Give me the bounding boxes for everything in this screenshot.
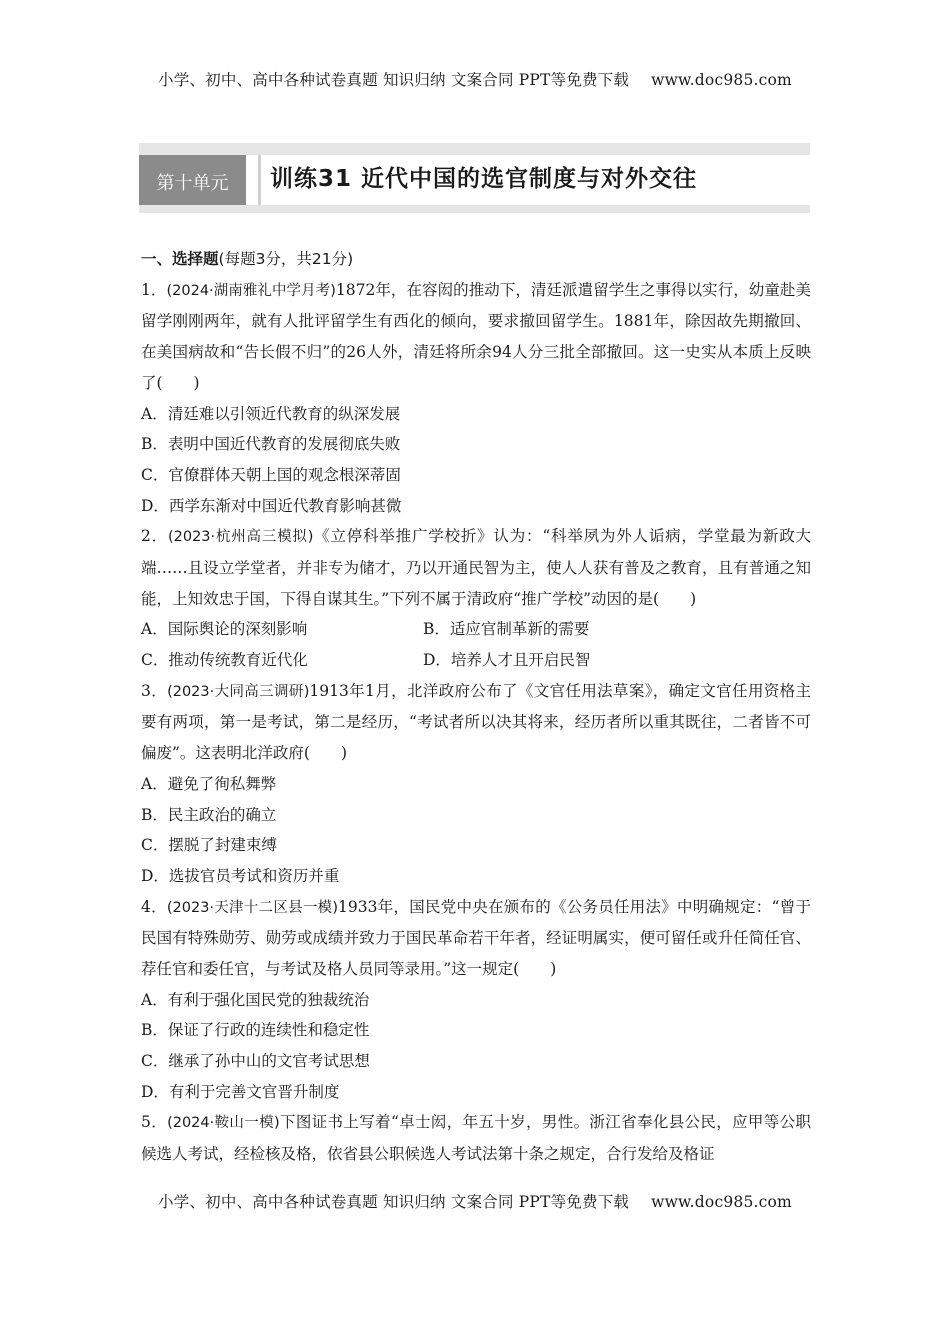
question-source: (2024·鞍山一模) — [167, 1115, 280, 1132]
question-number: 4． — [141, 897, 167, 916]
footer-site-link[interactable]: www.doc985.com — [651, 1193, 792, 1211]
question-3 — [141, 676, 811, 769]
option-d[interactable]: D．有利于完善文官晋升制度 — [141, 1082, 340, 1101]
option-b[interactable]: B．表明中国近代教育的发展彻底失败 — [141, 435, 401, 454]
option-a[interactable]: A．有利于强化国民党的独裁统治 — [141, 990, 370, 1009]
option-b[interactable]: B．民主政治的确立 — [141, 805, 277, 824]
option-d[interactable]: D．西学东渐对中国近代教育影响甚微 — [141, 496, 402, 515]
question-stem: 下图证书上写着“卓士闳，年五十岁，男性。浙江省奉化县公民，应甲等公职候选人考试，经检核及格，依省县公职候选人考试法第十条之规定，合行发给及格证 — [141, 1113, 811, 1164]
page-footer — [0, 1190, 950, 1212]
option-b[interactable]: B．保证了行政的连续性和稳定性 — [141, 1021, 370, 1040]
banner-top-band — [139, 143, 810, 155]
question-source: (2024·湖南雅礼中学月考) — [166, 282, 336, 299]
option-a[interactable]: A．清廷难以引领近代教育的纵深发展 — [141, 404, 401, 423]
footer-text: 小学、初中、高中各种试卷真题 知识归纳 文案合同 PPT等免费下载 — [158, 1193, 630, 1211]
header-site-link[interactable]: www.doc985.com — [651, 71, 792, 89]
question-stem: 《立停科举推广学校折》认为：“科举夙为外人诟病，学堂最为新政大端……且设立学堂者，并非专为储才，乃以开通民智为主，使人人获有普及之教育，且有普通之知能，上知效忠于国，下得自谋其生。”下列不属于清政府“推广学校”动因的是( ) — [141, 527, 811, 608]
option-c[interactable]: C．继承了孙中山的文官考试思想 — [141, 1052, 370, 1071]
option-c[interactable]: C．推动传统教育近代化 — [141, 651, 308, 670]
option-c[interactable]: C．官僚群体天朝上国的观念根深蒂固 — [141, 465, 401, 484]
question-2 — [141, 521, 811, 614]
question-number: 1． — [141, 280, 167, 299]
question-number: 5． — [141, 1113, 168, 1132]
question-stem: 1913年1月，北洋政府公布了《文官任用法草案》，确定文官任用资格主要有两项，第一是考试，第二是经历，“考试者所以决其将来，经历者所以重其既往，二者皆不可偏废”。这表明北洋政府( ) — [141, 681, 812, 763]
option-b[interactable]: B．适应官制革新的需要 — [423, 620, 590, 639]
option-a[interactable]: A．避免了徇私舞弊 — [141, 774, 277, 793]
option-c[interactable]: C．摆脱了封建束缚 — [141, 836, 277, 855]
question-1 — [141, 275, 811, 399]
question-stem: 1933年，国民党中央在颁布的《公务员任用法》中明确规定：“曾于民国有特殊勋劳、勋劳或成绩并致力于国民革命若干年者，经证明属实，便可留任或升任简任官、荐任官和委任官，与考试及格人员同等录用。”这一规定( ) — [141, 897, 811, 978]
question-number: 3． — [141, 681, 168, 700]
option-a[interactable]: A．国际舆论的深刻影响 — [141, 620, 308, 639]
option-d[interactable]: D．培养人才且开启民智 — [423, 651, 591, 670]
option-row — [141, 645, 811, 676]
page-header — [0, 68, 950, 90]
section-heading — [141, 244, 811, 275]
page-title: 训练31 近代中国的选官制度与对外交往 — [270, 166, 698, 192]
exercise-content — [141, 244, 811, 1170]
section-title: 一、选择题 — [141, 250, 219, 268]
question-source: (2023·杭州高三模拟) — [167, 529, 314, 546]
question-source: (2023·大同高三调研) — [167, 683, 310, 700]
question-5 — [141, 1107, 811, 1169]
header-text: 小学、初中、高中各种试卷真题 知识归纳 文案合同 PPT等免费下载 — [158, 71, 630, 89]
question-number: 2． — [141, 527, 168, 546]
option-row — [141, 614, 811, 645]
section-note: (每题3分，共21分) — [218, 250, 354, 268]
banner-bottom-band — [139, 205, 810, 213]
question-source: (2023·天津十二区县一模) — [166, 899, 338, 916]
question-4 — [141, 892, 811, 985]
option-d[interactable]: D．选拔官员考试和资历并重 — [141, 866, 340, 885]
question-stem: 1872年，在容闳的推动下，清廷派遣留学生之事得以实行，幼童赴美留学刚刚两年，就有人批评留学生有西化的倾向，要求撤回留学生。1881年，除因故先期撤回、在美国病故和“告长假不归”的26人外，清廷将所余94人分三批全部撤回。这一史实从本质上反映了( ) — [141, 280, 811, 392]
unit-label: 第十单元 — [139, 155, 246, 213]
unit-banner — [139, 143, 810, 213]
